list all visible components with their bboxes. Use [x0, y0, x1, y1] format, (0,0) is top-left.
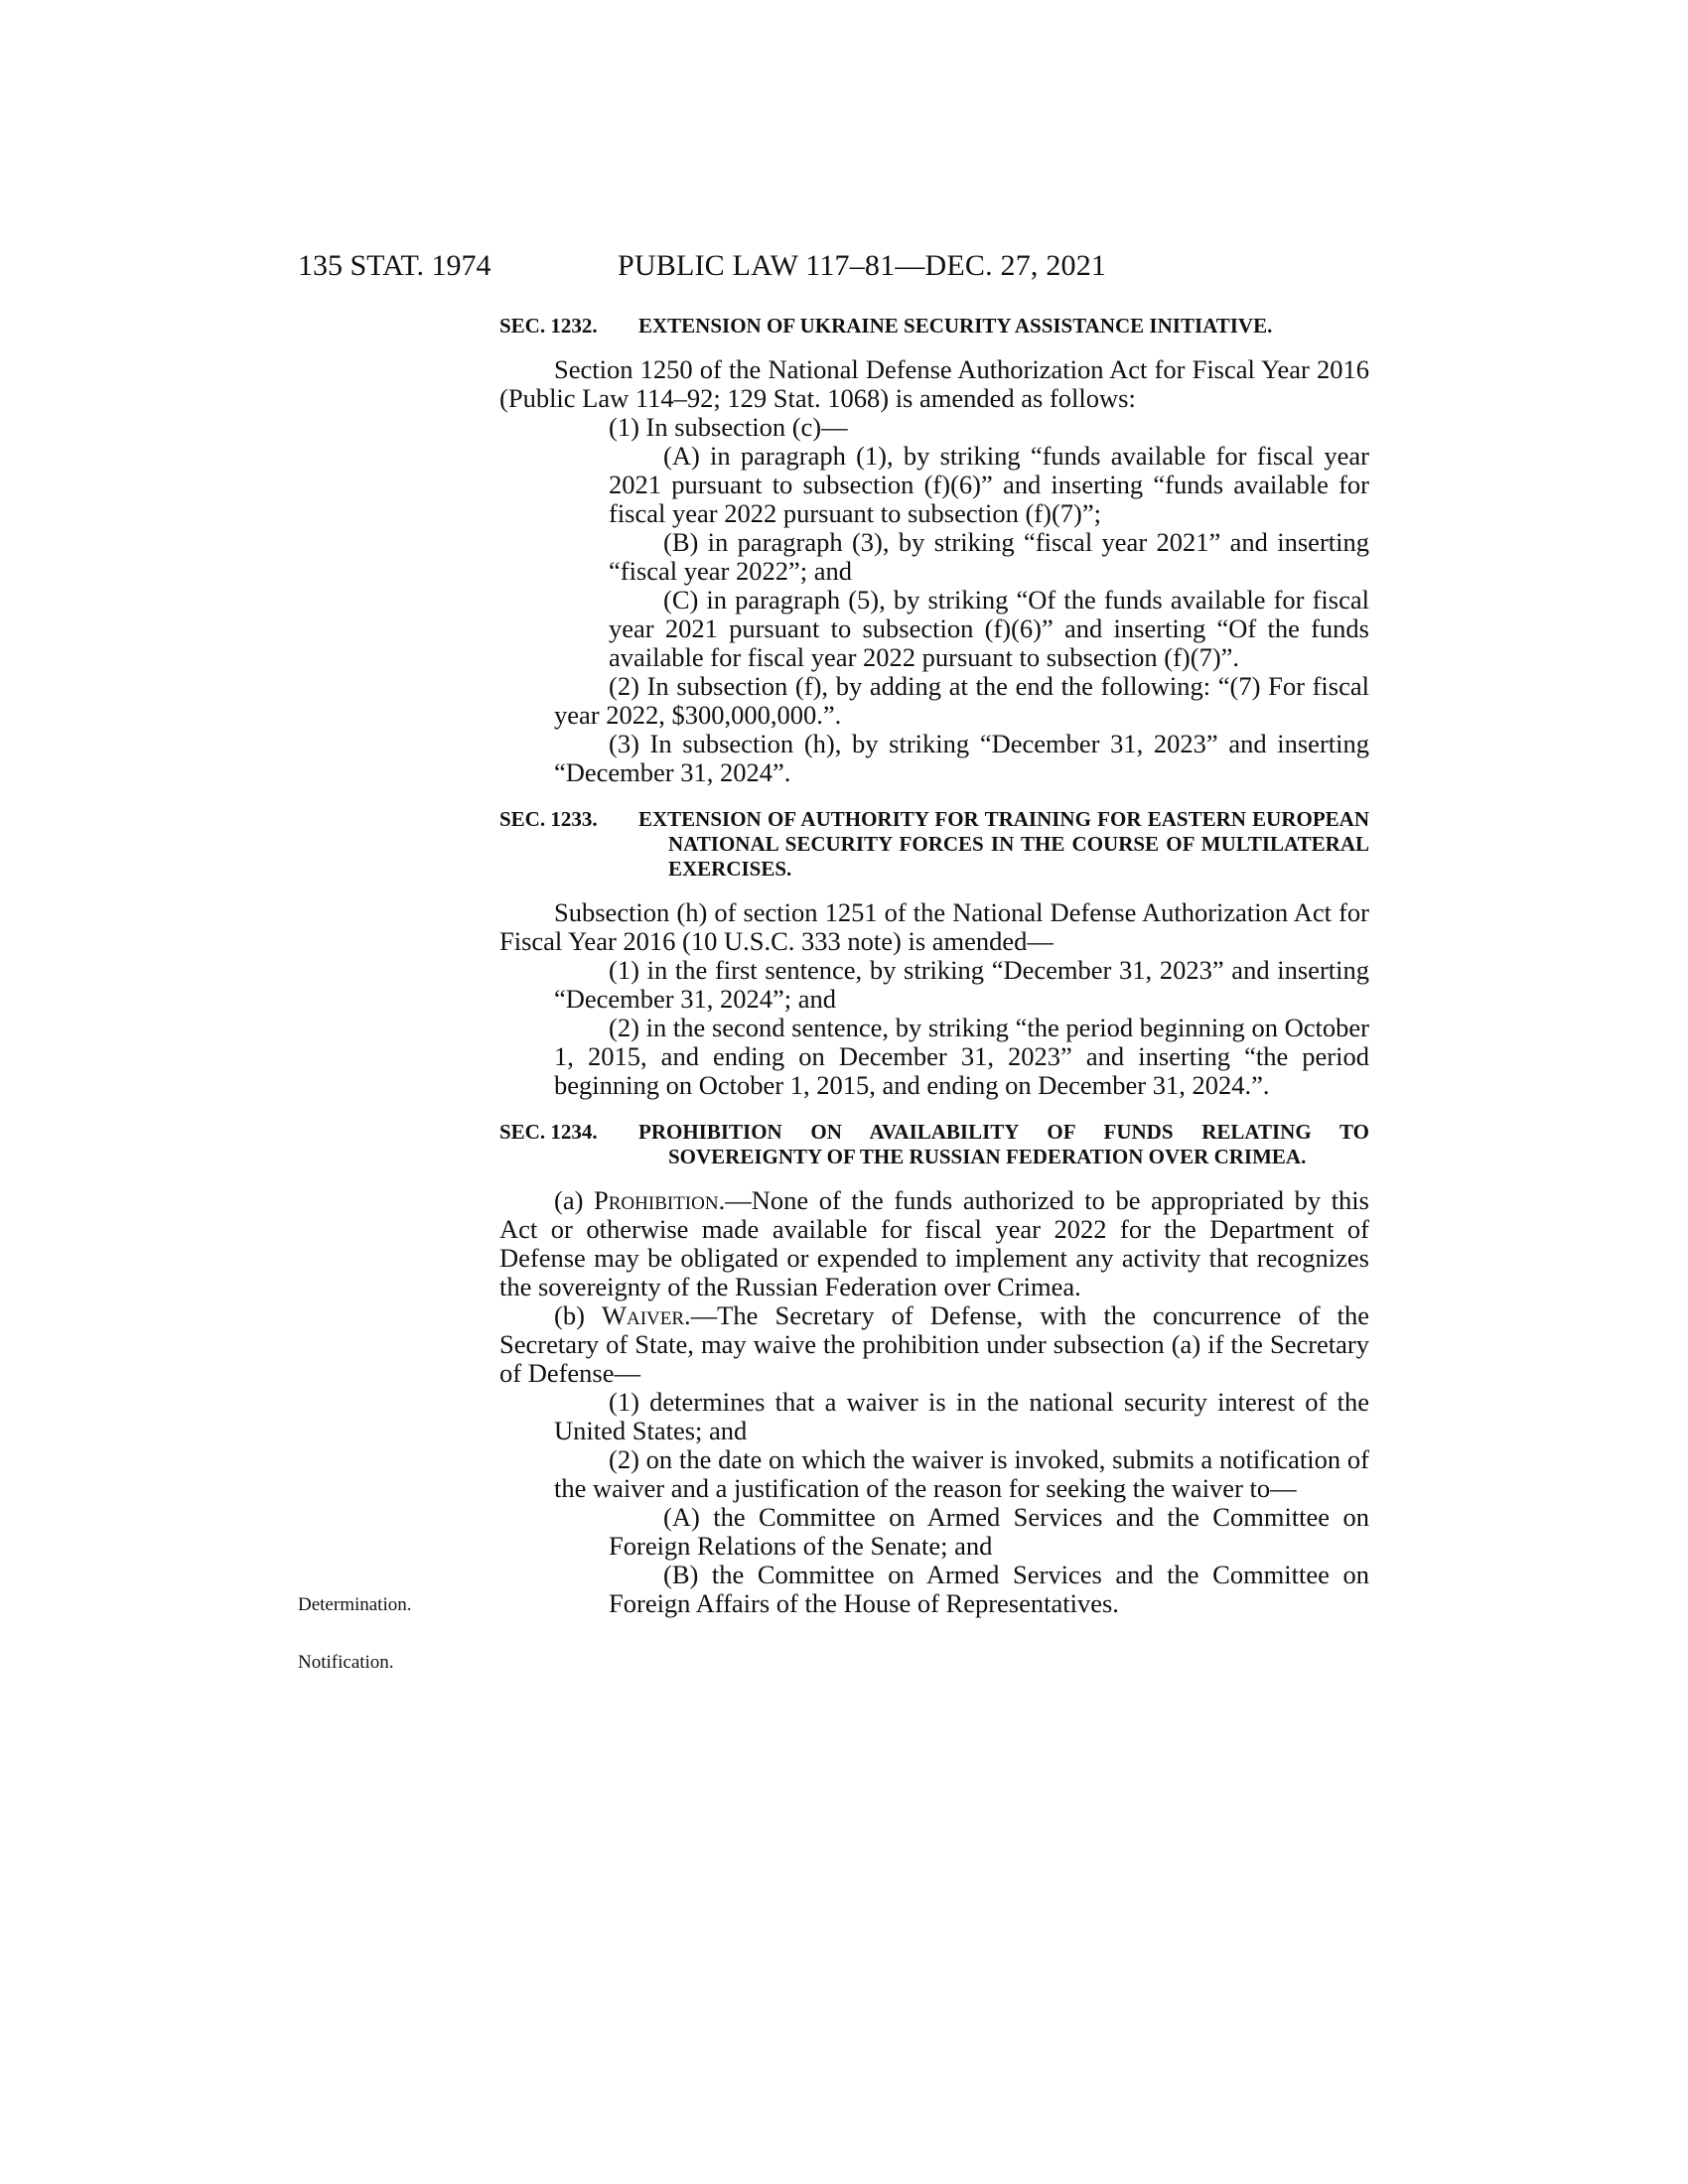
paragraph-item: (1) determines that a waiver is in the national security interest of the United States; and — [554, 1387, 1369, 1445]
section-heading-1233 — [499, 807, 1369, 882]
subparagraph-item: (B) in paragraph (3), by striking “fiscal year 2021” and inserting “fiscal year 2022”; and — [609, 527, 1369, 586]
subsection-a: (a) Prohibition.—None of the funds authorized to be appropriated by this Act or otherwise made available for fiscal year 2022 for the Department of Defense may be obligated or expended to implement any activity that recognizes the sovereignty of the Russian Federation over Crimea. — [499, 1185, 1369, 1301]
paragraph-item: (3) In subsection (h), by striking “December 31, 2023” and inserting “December 31, 2024”. — [554, 729, 1369, 787]
public-law-header: PUBLIC LAW 117–81—DEC. 27, 2021 — [618, 249, 1107, 282]
subsection-b: (b) Waiver.—The Secretary of Defense, with the concurrence of the Secretary of State, may waive the prohibition under subsection (a) if the Secretary of Defense— — [499, 1300, 1369, 1388]
paragraph-item: (1) in the first sentence, by striking “December 31, 2023” and inserting “December 31, 2024”; and — [554, 955, 1369, 1014]
margin-note-determination: Determination. — [298, 1594, 412, 1615]
paragraph-item: (1) In subsection (c)— — [609, 412, 848, 442]
subsection-heading: Waiver — [601, 1300, 685, 1330]
section-title: EXTENSION OF UKRAINE SECURITY ASSISTANCE INITIATIVE. — [638, 314, 1273, 338]
paragraph-item: (2) In subsection (f), by adding at the end the following: “(7) For fiscal year 2022, $300,000,000.”. — [554, 671, 1369, 730]
subparagraph-item: (C) in paragraph (5), by striking “Of the funds available for fiscal year 2021 pursuant to subsection (f)(6)” and inserting “Of the funds available for fiscal year 2022 pursuant to subsection (f)(7)”. — [609, 585, 1369, 672]
section-number: SEC. 1233. — [499, 807, 598, 831]
section-number: SEC. 1234. — [499, 1120, 598, 1144]
section-title: EXTENSION OF AUTHORITY FOR TRAINING FOR EASTERN EUROPEAN NATIONAL SECURITY FORCES IN THE COURSE OF MULTILATERAL EXERCISES. — [638, 807, 1369, 881]
subparagraph-item: (B) the Committee on Armed Services and the Committee on Foreign Affairs of the House of Representatives. — [609, 1560, 1369, 1618]
section-heading-1232 — [499, 314, 1369, 339]
section-title: PROHIBITION ON AVAILABILITY OF FUNDS RELATING TO SOVEREIGNTY OF THE RUSSIAN FEDERATION OVER CRIMEA. — [638, 1120, 1369, 1168]
margin-note-notification: Notification. — [298, 1652, 394, 1673]
subsection-heading: Prohibition — [594, 1185, 719, 1215]
running-header — [298, 246, 1370, 286]
paragraph-item: (2) on the date on which the waiver is invoked, submits a notification of the waiver and a justification of the reason for seeking the waiver to— — [554, 1444, 1369, 1503]
section-number: SEC. 1232. — [499, 314, 598, 338]
section-heading-1234 — [499, 1120, 1369, 1169]
document-body — [499, 314, 1369, 1618]
subparagraph-item: (A) in paragraph (1), by striking “funds available for fiscal year 2021 pursuant to subsection (f)(6)” and inserting “funds available for fiscal year 2022 pursuant to subsection (f)(7)”; — [609, 441, 1369, 528]
statute-page-number: 135 STAT. 1974 — [298, 249, 492, 282]
section-intro: Subsection (h) of section 1251 of the National Defense Authorization Act for Fiscal Year 2016 (10 U.S.C. 333 note) is amended— — [499, 897, 1369, 956]
paragraph-item: (2) in the second sentence, by striking “the period beginning on October 1, 2015, and ending on December 31, 2023” and inserting “the period beginning on October 1, 2015, and ending on December 31, 2024.”. — [554, 1013, 1369, 1100]
section-intro: Section 1250 of the National Defense Authorization Act for Fiscal Year 2016 (Public Law 114–92; 129 Stat. 1068) is amended as follows: — [499, 354, 1369, 413]
subparagraph-item: (A) the Committee on Armed Services and the Committee on Foreign Relations of the Senate; and — [609, 1502, 1369, 1561]
